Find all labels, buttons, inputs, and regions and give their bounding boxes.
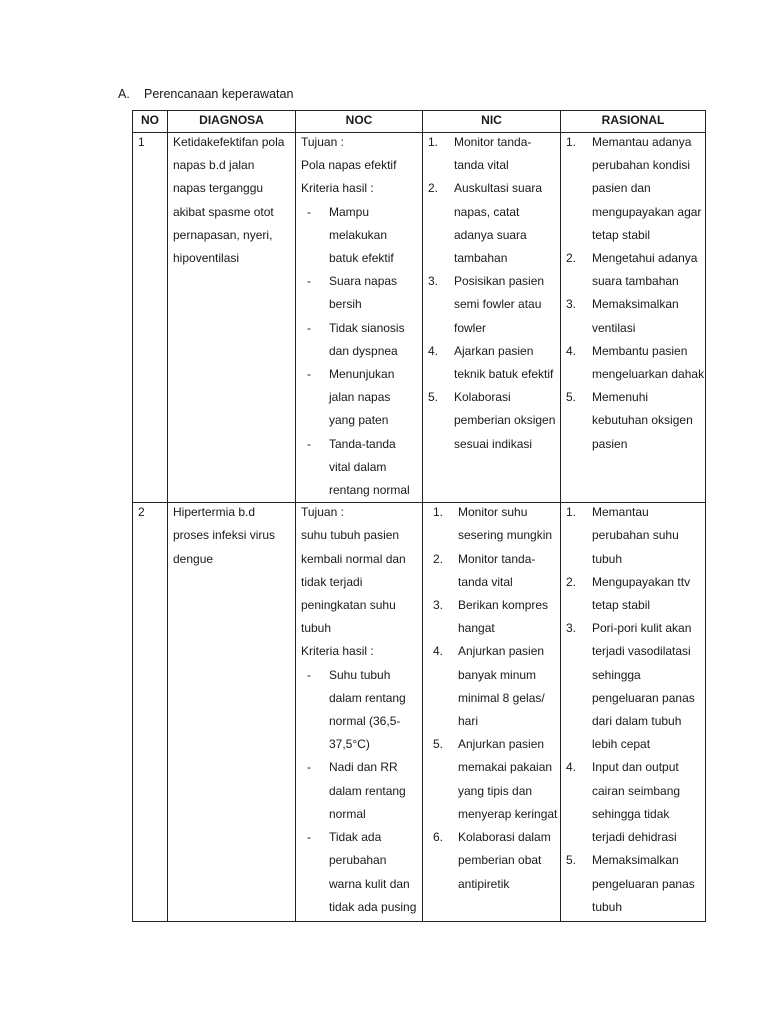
kriteria-line: normal <box>329 806 366 821</box>
nic-line: banyak minum <box>458 667 537 682</box>
nic-line: Monitor tanda- <box>454 135 532 149</box>
nic-item <box>428 131 556 177</box>
kriteria-line: yang paten <box>329 413 389 428</box>
rasional-line: cairan seimbang <box>592 783 681 798</box>
kriteria-item <box>301 270 418 316</box>
kriteria-line: Nadi dan RR <box>329 760 398 775</box>
nic-line: sesering mungkin <box>458 528 553 543</box>
kriteria-line: warna kulit dan <box>329 876 410 891</box>
nic-line: Anjurkan pasien <box>458 644 545 659</box>
rasional-line: dari dalam tubuh <box>592 714 682 729</box>
nic-item <box>428 640 556 733</box>
diagnosa-line: napas b.d jalan <box>173 158 255 173</box>
kriteria-item <box>301 317 418 363</box>
diagnosa-line: napas terganggu <box>173 181 264 196</box>
bullet-dash: - <box>307 204 311 219</box>
item-number: 1. <box>433 505 444 520</box>
nic-cell <box>423 503 561 922</box>
table-row <box>133 503 706 922</box>
kriteria-line: Mampu <box>329 204 370 219</box>
item-number: 4. <box>428 343 439 358</box>
kriteria-item <box>301 756 418 826</box>
rasional-item <box>566 386 701 456</box>
nic-line: Ajarkan pasien <box>454 343 534 358</box>
diagnosa-cell <box>168 133 296 503</box>
nic-line: antipiretik <box>458 876 510 891</box>
rasional-line: terjadi dehidrasi <box>592 830 677 845</box>
item-number: 3. <box>428 274 439 289</box>
nic-line: menyerap keringat <box>458 806 558 821</box>
diagnosa-line: akibat spasme otot <box>173 204 274 219</box>
nic-item <box>428 386 556 456</box>
nic-cell <box>423 133 561 503</box>
rasional-line: pengeluaran panas <box>592 876 695 891</box>
kriteria-label: Kriteria hasil : <box>301 644 374 659</box>
bullet-dash: - <box>307 367 311 382</box>
item-number: 1. <box>566 505 577 520</box>
item-number: 4. <box>566 343 577 358</box>
rasional-line: Memaksimalkan <box>592 853 679 868</box>
rasional-line: kebutuhan oksigen <box>592 413 693 428</box>
kriteria-line: Menunjukan <box>329 367 395 382</box>
nic-item <box>428 501 556 547</box>
row-number-cell <box>133 133 168 503</box>
header-rasional: RASIONAL <box>561 111 706 133</box>
nic-line: Kolaborasi dalam <box>458 830 551 845</box>
item-number: 5. <box>566 390 577 405</box>
nic-item <box>428 594 556 640</box>
bullet-dash: - <box>307 830 311 845</box>
nic-item <box>428 548 556 594</box>
nic-line: adanya suara <box>454 227 527 242</box>
item-number: 3. <box>566 297 577 312</box>
row-number: 2 <box>138 505 145 520</box>
nic-line: tambahan <box>454 251 508 266</box>
item-number: 1. <box>566 135 577 149</box>
item-number: 4. <box>566 760 577 775</box>
nursing-plan-table <box>132 110 706 922</box>
nic-line: hangat <box>458 621 495 636</box>
tujuan-line: suhu tubuh pasien <box>301 528 400 543</box>
rasional-line: pasien dan <box>592 181 651 196</box>
rasional-line: Input dan output <box>592 760 679 775</box>
nic-item <box>428 733 556 826</box>
tujuan-line: kembali normal dan <box>301 551 406 566</box>
nic-line: teknik batuk efektif <box>454 367 554 382</box>
kriteria-line: vital dalam <box>329 459 387 474</box>
nic-line: Berikan kompres <box>458 598 549 613</box>
diagnosa-line: Hipertermia b.d <box>173 505 256 520</box>
rasional-item <box>566 340 705 386</box>
rasional-line: Memaksimalkan <box>592 297 679 312</box>
diagnosa-line: hipoventilasi <box>173 251 240 266</box>
nic-item <box>428 340 556 386</box>
kriteria-item <box>301 826 418 919</box>
rasional-item <box>566 571 701 617</box>
rasional-line: pengeluaran panas <box>592 690 695 705</box>
rasional-line: perubahan suhu <box>592 528 679 543</box>
nic-line: tanda vital <box>458 574 513 589</box>
kriteria-item <box>301 201 418 271</box>
header-row <box>133 111 706 133</box>
diagnosa-line: proses infeksi virus <box>173 528 276 543</box>
nic-item <box>428 826 556 896</box>
kriteria-item <box>301 363 418 433</box>
section-title: Perencanaan keperawatan <box>144 87 294 101</box>
rasional-line: tetap stabil <box>592 227 651 242</box>
rasional-line: tetap stabil <box>592 598 651 613</box>
kriteria-line: batuk efektif <box>329 251 394 266</box>
nic-line: pemberian obat <box>458 853 542 868</box>
table-row <box>133 133 706 503</box>
bullet-dash: - <box>307 667 311 682</box>
item-number: 3. <box>566 621 577 636</box>
kriteria-line: Suhu tubuh <box>329 667 391 682</box>
rasional-line: tubuh <box>592 899 623 914</box>
kriteria-line: dalam rentang <box>329 690 406 705</box>
nic-line: pemberian oksigen <box>454 413 556 428</box>
rasional-line: pasien <box>592 436 628 451</box>
header-no: NO <box>133 111 168 133</box>
rasional-item <box>566 247 701 293</box>
tujuan-line: tidak terjadi <box>301 574 363 589</box>
nic-line: napas, catat <box>454 204 520 219</box>
rasional-line: Membantu pasien <box>592 343 688 358</box>
nic-item <box>428 177 556 270</box>
rasional-item <box>566 849 701 919</box>
item-number: 2. <box>428 181 439 196</box>
rasional-line: Mengupayakan ttv <box>592 574 691 589</box>
diagnosa-cell <box>168 503 296 922</box>
header-noc: NOC <box>296 111 423 133</box>
rasional-line: suara tambahan <box>592 274 679 289</box>
rasional-line: Memantau adanya <box>592 135 692 149</box>
kriteria-line: perubahan <box>329 853 387 868</box>
row-number-cell <box>133 503 168 922</box>
header-nic: NIC <box>423 111 561 133</box>
rasional-line: terjadi vasodilatasi <box>592 644 691 659</box>
kriteria-line: Tidak sianosis <box>329 320 405 335</box>
nic-line: sesuai indikasi <box>454 436 533 451</box>
kriteria-line: Tidak ada <box>329 830 382 845</box>
nic-line: fowler <box>454 320 487 335</box>
nic-line: yang tipis dan <box>458 783 533 798</box>
nic-line: Auskultasi suara <box>454 181 543 196</box>
tujuan-line: Pola napas efektif <box>301 158 397 173</box>
noc-cell <box>296 133 423 503</box>
nic-line: Anjurkan pasien <box>458 737 545 752</box>
nic-line: Monitor tanda- <box>458 551 536 566</box>
diagnosa-line: dengue <box>173 551 214 566</box>
kriteria-line: melakukan <box>329 227 388 242</box>
rasional-line: ventilasi <box>592 320 636 335</box>
kriteria-line: bersih <box>329 297 362 312</box>
rasional-line: Mengetahui adanya <box>592 251 698 266</box>
row-number: 1 <box>138 135 145 149</box>
rasional-item <box>566 501 701 571</box>
rasional-line: sehingga <box>592 667 641 682</box>
kriteria-line: 37,5°C) <box>329 737 370 752</box>
nic-line: semi fowler atau <box>454 297 542 312</box>
rasional-line: Pori-pori kulit akan <box>592 621 692 636</box>
item-number: 5. <box>428 390 439 405</box>
rasional-line: tubuh <box>592 551 623 566</box>
section-letter: A. <box>118 87 130 101</box>
item-number: 5. <box>566 853 577 868</box>
nic-line: Monitor suhu <box>458 505 528 520</box>
item-number: 2. <box>566 574 577 589</box>
rasional-item <box>566 131 701 247</box>
nic-line: hari <box>458 714 479 729</box>
tujuan-label: Tujuan : <box>301 505 344 520</box>
rasional-line: perubahan kondisi <box>592 158 691 173</box>
header-diagnosa: DIAGNOSA <box>168 111 296 133</box>
tujuan-line: peningkatan suhu <box>301 598 396 613</box>
tujuan-line: tubuh <box>301 621 332 636</box>
bullet-dash: - <box>307 436 311 451</box>
tujuan-label: Tujuan : <box>301 135 344 149</box>
kriteria-line: Suara napas <box>329 274 398 289</box>
bullet-dash: - <box>307 320 311 335</box>
rasional-item <box>566 756 701 849</box>
kriteria-item <box>301 664 418 757</box>
item-number: 2. <box>433 551 444 566</box>
diagnosa-line: Ketidakefektifan pola <box>173 135 285 149</box>
item-number: 1. <box>428 135 439 149</box>
kriteria-line: rentang normal <box>329 483 410 498</box>
rasional-line: mengupayakan agar <box>592 204 702 219</box>
kriteria-label: Kriteria hasil : <box>301 181 374 196</box>
bullet-dash: - <box>307 274 311 289</box>
nic-line: memakai pakaian <box>458 760 553 775</box>
noc-cell <box>296 503 423 922</box>
kriteria-line: jalan napas <box>329 390 391 405</box>
nic-item <box>428 270 556 340</box>
rasional-line: Memenuhi <box>592 390 649 405</box>
kriteria-item <box>301 433 418 503</box>
item-number: 4. <box>433 644 444 659</box>
section-heading <box>118 86 293 102</box>
nic-line: Posisikan pasien <box>454 274 545 289</box>
kriteria-line: Tanda-tanda <box>329 436 396 451</box>
rasional-line: Memantau <box>592 505 649 520</box>
rasional-line: lebih cepat <box>592 737 651 752</box>
item-number: 3. <box>433 598 444 613</box>
kriteria-line: tidak ada pusing <box>329 899 417 914</box>
rasional-line: mengeluarkan dahak <box>592 367 705 382</box>
diagnosa-line: pernapasan, nyeri, <box>173 227 273 242</box>
nic-line: Kolaborasi <box>454 390 511 405</box>
rasional-item <box>566 617 701 756</box>
rasional-item <box>566 293 701 339</box>
bullet-dash: - <box>307 760 311 775</box>
item-number: 5. <box>433 737 444 752</box>
rasional-line: sehingga tidak <box>592 806 670 821</box>
nic-line: tanda vital <box>454 158 509 173</box>
nic-line: minimal 8 gelas/ <box>458 690 545 705</box>
kriteria-line: dan dyspnea <box>329 343 398 358</box>
rasional-cell <box>561 133 706 503</box>
item-number: 6. <box>433 830 444 845</box>
item-number: 2. <box>566 251 577 266</box>
kriteria-line: dalam rentang <box>329 783 406 798</box>
kriteria-line: normal (36,5- <box>329 714 401 729</box>
rasional-cell <box>561 503 706 922</box>
